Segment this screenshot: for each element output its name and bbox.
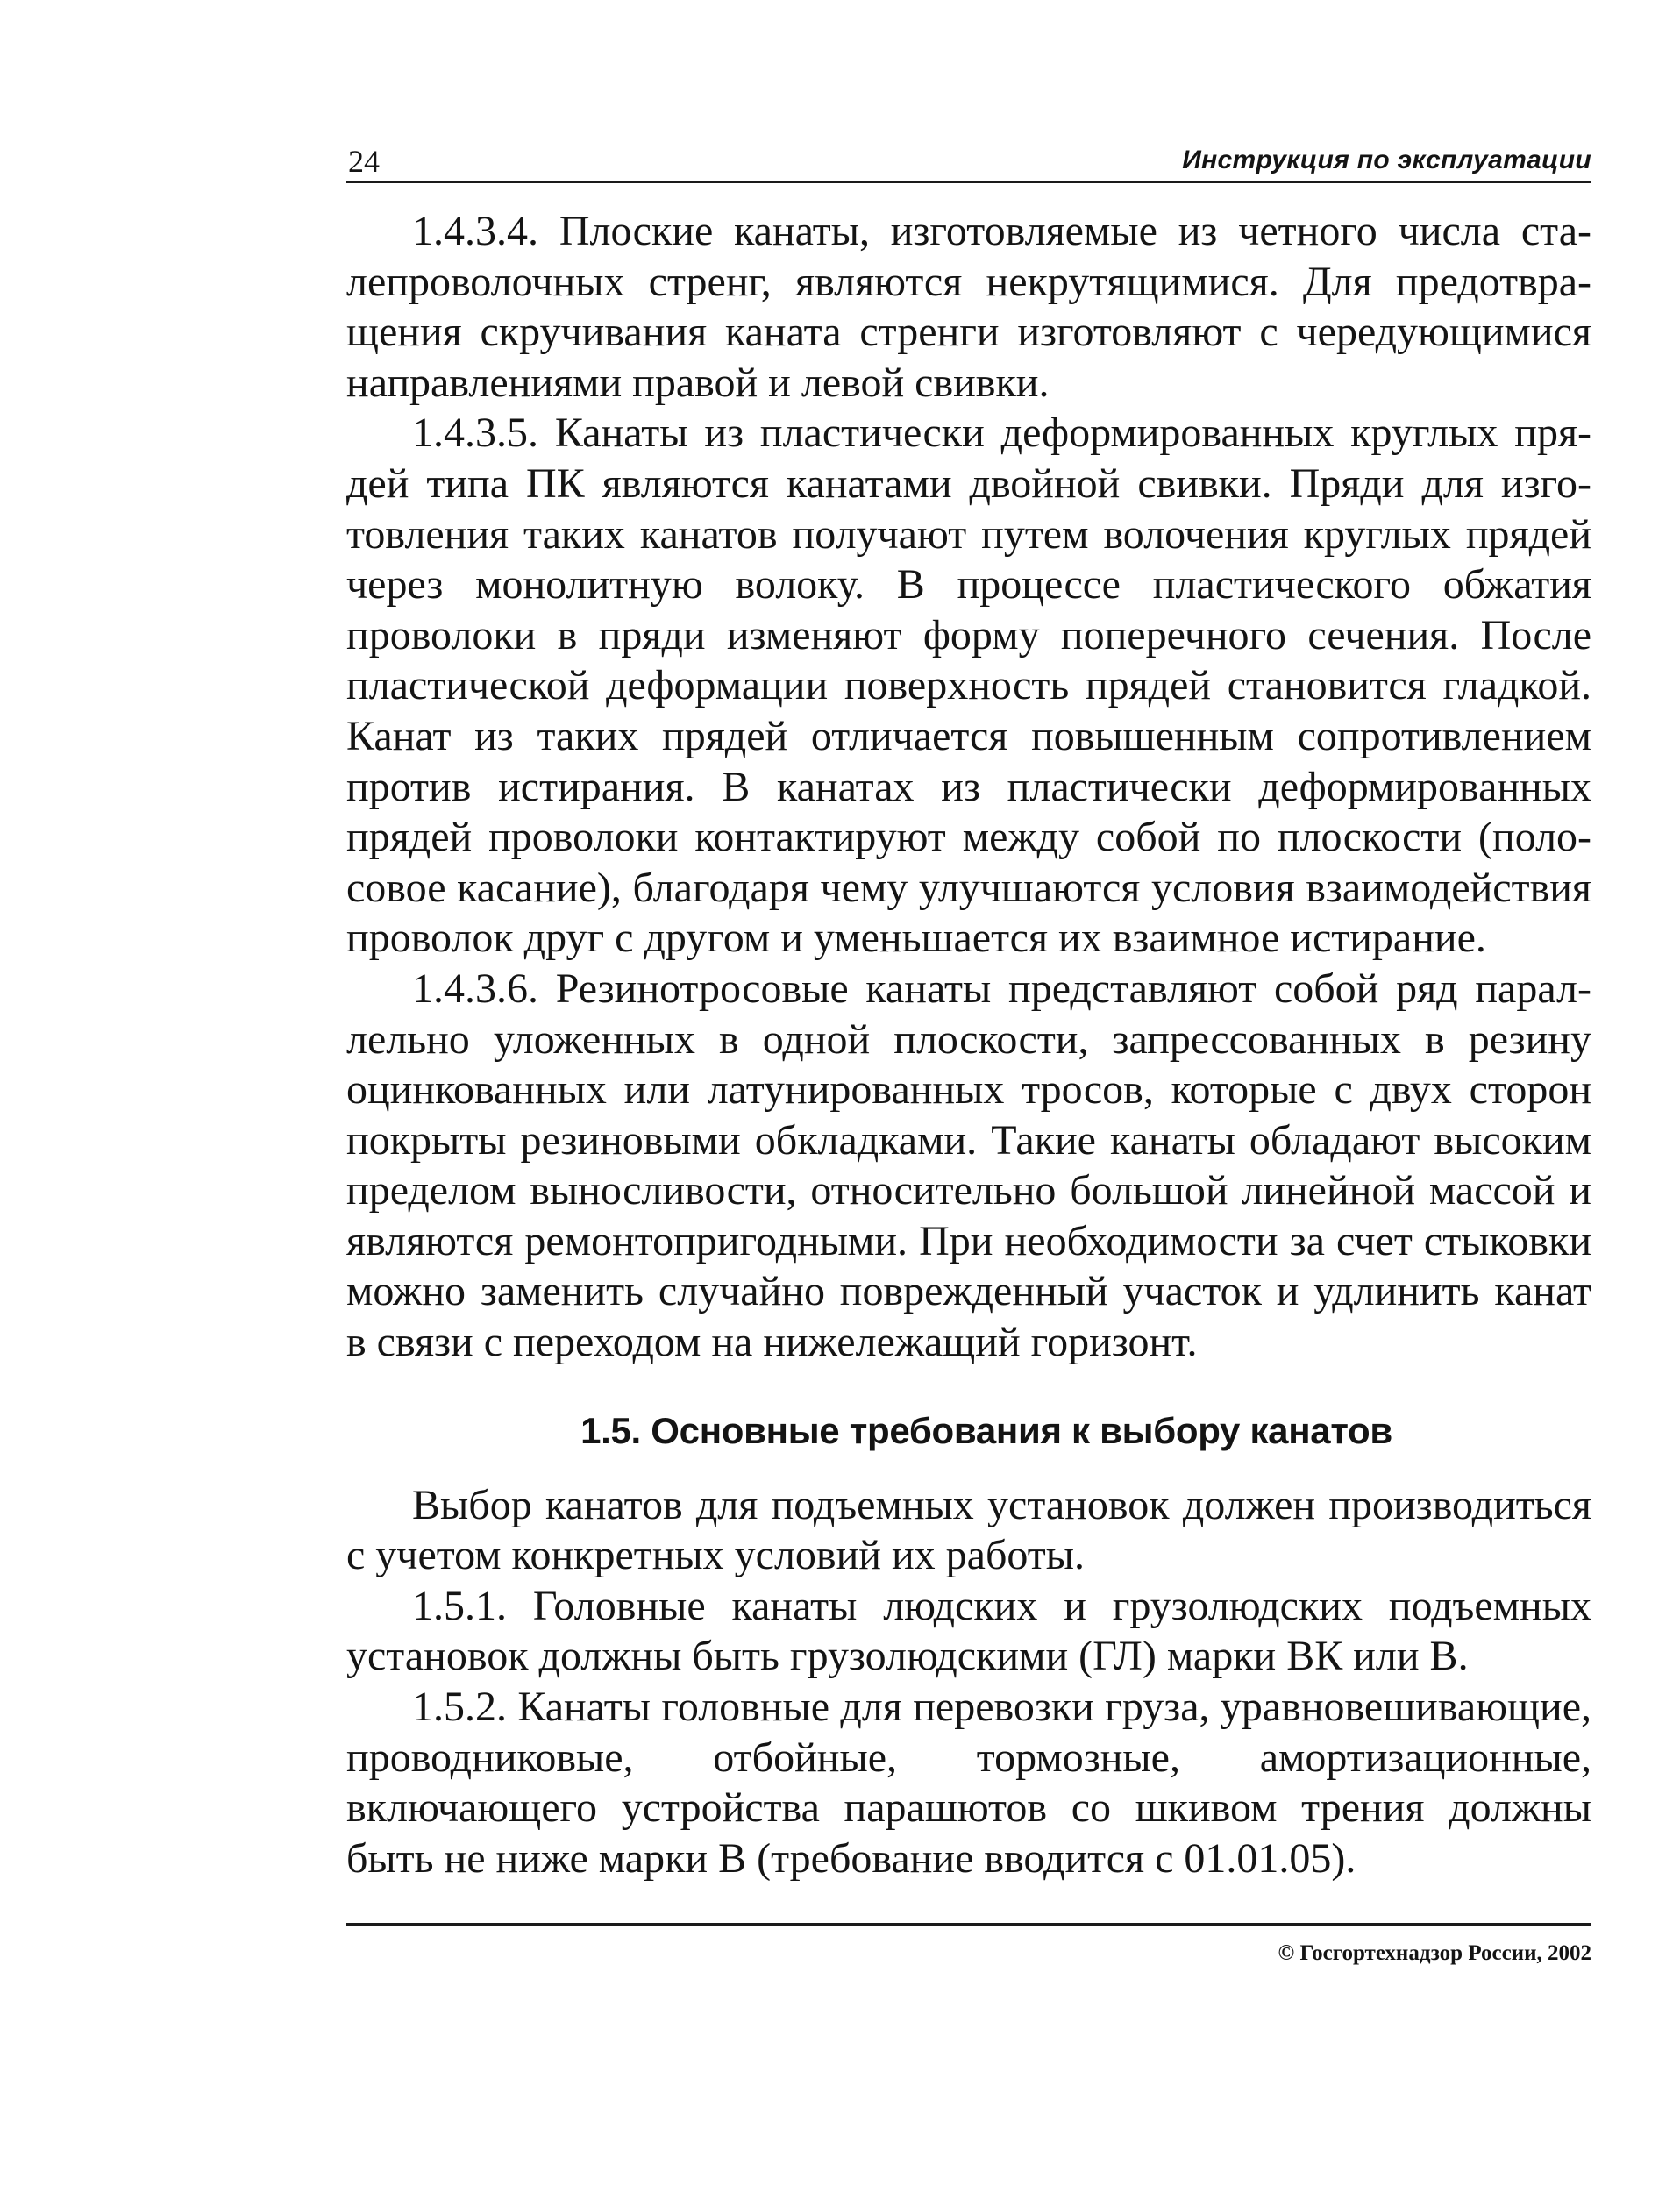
page: [346, 132, 1591, 1883]
paragraph-1-4-3-4: 1.4.3.4. Плоские канаты, изготовляемые из четного числа сталепроволочных стренг, являются некрутящимися. Для предотвращения скручивания каната стренги изготовляют с чередующимися направлениями правой и левой свивки.: [346, 208, 1591, 406]
paragraph-1-5-1: 1.5.1. Головные канаты людских и грузолюдских подъемных установок должны быть грузолюдскими (ГЛ) марки ВК или В.: [346, 1582, 1591, 1680]
paragraph-1-5-2: 1.5.2. Канаты головные для перевозки груза, уравновешивающие, проводниковые, отбойные, тормозные, амортизационные, включающего устройства парашютов со шкивом трения должны быть не ниже марки В (требование вводится с 01.01.05).: [346, 1684, 1591, 1882]
footer-rule: [346, 1923, 1591, 1926]
running-title: Инструкция по эксплуатации: [1182, 146, 1591, 174]
running-header: [346, 132, 1591, 183]
footer-copyright: © Госгортехнадзор России, 2002: [1278, 1941, 1591, 1965]
paragraph-intro: Выбор канатов для подъемных установок должен производиться с учетом конкретных условий их работы.: [346, 1481, 1591, 1579]
section-heading: 1.5. Основные требования к выбору канатов: [580, 1409, 1392, 1451]
paragraph-1-4-3-6: 1.4.3.6. Резинотросовые канаты представляют собой ряд параллельно уложенных в одной плоскости, запрессованных в резину оцинкованных или латунированных тросов, которые с двух сторон покрыты резиновыми обкладками. Такие канаты обладают высоким пределом выносливости, относительно большой линейной массой и являются ремонтопригодными. При необходимости за счет стыковки можно заменить случайно поврежденный участок и удлинить канат в связи с переходом на нижележащий горизонт.: [346, 965, 1591, 1366]
page-number: 24: [348, 144, 380, 179]
paragraph-1-4-3-5: 1.4.3.5. Канаты из пластически деформированных круглых прядей типа ПК являются канатами двойной свивки. Пряди для изготовления таких канатов получают путем волочения круглых прядей через монолитную волоку. В процессе пластического обжатия проволоки в пряди изменяют форму поперечного сечения. После пластической деформации поверхность прядей становится гладкой. Канат из таких прядей отличается повышенным сопротивлением против истирания. В канатах из пластически деформированных прядей проволоки контактируют между собой по плоскости (полосовое касание), благодаря чему улучшаются условия взаимодействия проволок друг с другом и уменьшается их взаимное истирание.: [346, 409, 1591, 962]
body-text: [346, 206, 1591, 1883]
